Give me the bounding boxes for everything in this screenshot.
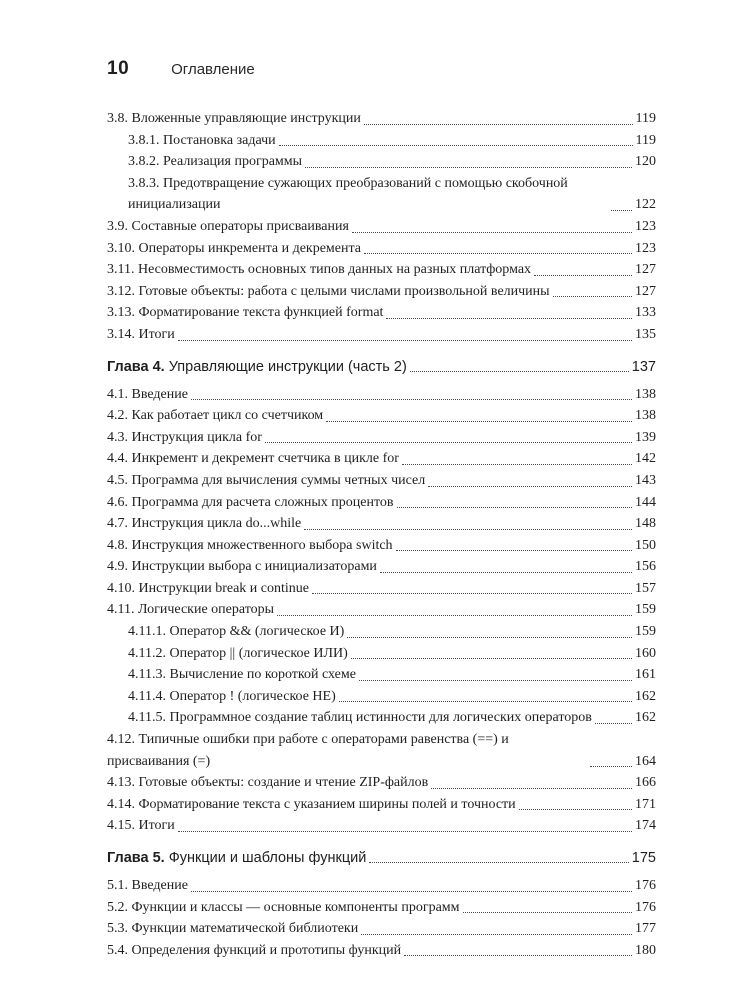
dot-leader <box>595 723 632 724</box>
toc-page-number: 137 <box>631 358 656 375</box>
toc-entry <box>107 405 656 427</box>
toc-page-number: 175 <box>631 850 656 866</box>
toc-entry-title: 4.5. Программа для вычисления суммы четных чисел <box>107 472 426 488</box>
dot-leader <box>519 809 632 810</box>
dot-leader <box>396 550 632 551</box>
toc-entry <box>107 875 656 897</box>
toc-entry <box>107 448 656 470</box>
toc-chapter-name: Управляющие инструкции (часть 2) <box>168 358 407 375</box>
page-header <box>107 58 255 80</box>
toc-entry-title: 4.11. Логические операторы <box>107 602 275 618</box>
dot-leader <box>191 891 632 892</box>
dot-leader <box>352 232 632 233</box>
toc-entry <box>107 513 656 535</box>
toc-page-number: 176 <box>635 878 656 893</box>
toc-entry <box>107 772 656 794</box>
dot-leader <box>191 399 632 400</box>
table-of-contents <box>107 108 656 961</box>
toc-page-number: 123 <box>635 218 656 234</box>
toc-page-number: 156 <box>635 559 656 575</box>
toc-entry <box>107 384 656 406</box>
toc-entry <box>107 470 656 492</box>
dot-leader <box>364 124 633 125</box>
toc-entry-title: 3.10. Операторы инкремента и декремента <box>107 240 361 256</box>
dot-leader <box>326 421 632 422</box>
toc-entry-title: 5.1. Введение <box>107 878 188 893</box>
toc-entry-title: 3.13. Форматирование текста функцией format <box>107 305 384 321</box>
toc-page-number: 159 <box>635 624 656 640</box>
toc-entry-title: 5.3. Функции математической библиотеки <box>107 921 359 937</box>
page-number: 10 <box>107 58 130 79</box>
toc-page-number: 127 <box>635 262 656 278</box>
toc-chapter-entry <box>107 847 656 869</box>
toc-entry-title: 4.8. Инструкция множественного выбора switch <box>107 537 393 553</box>
toc-entry <box>107 216 656 238</box>
toc-entry <box>107 918 656 940</box>
dot-leader <box>611 210 632 211</box>
dot-leader <box>397 507 632 508</box>
toc-entry-title: 5.2. Функции и классы — основные компоненты программ <box>107 899 460 915</box>
dot-leader <box>463 912 632 913</box>
toc-entry <box>107 130 656 152</box>
toc-page-number: 157 <box>635 580 656 596</box>
toc-page-number: 133 <box>635 305 656 321</box>
dot-leader <box>312 593 632 594</box>
toc-chapter-label: Глава 4. <box>107 358 165 375</box>
dot-leader <box>351 658 632 659</box>
toc-page-number: 180 <box>635 942 656 958</box>
toc-entry <box>107 815 656 837</box>
toc-entry-title: 4.11.3. Вычисление по короткой схеме <box>128 667 356 683</box>
dot-leader <box>339 701 632 702</box>
dot-leader <box>305 167 632 168</box>
toc-entry <box>107 794 656 816</box>
dot-leader <box>265 442 632 443</box>
dot-leader <box>359 680 632 681</box>
dot-leader <box>380 572 632 573</box>
toc-entry <box>107 556 656 578</box>
toc-entry-title: 5.4. Определения функций и прототипы функций <box>107 942 402 958</box>
toc-entry <box>107 535 656 557</box>
toc-entry-title: 4.14. Форматирование текста с указанием ширины полей и точности <box>107 796 516 812</box>
toc-page-number: 164 <box>635 753 656 769</box>
dot-leader <box>364 253 632 254</box>
dot-leader <box>553 296 632 297</box>
toc-page-number: 143 <box>635 472 656 488</box>
dot-leader <box>277 615 632 616</box>
toc-entry <box>107 492 656 514</box>
dot-leader <box>304 529 632 530</box>
toc-entry <box>107 108 656 130</box>
toc-entry <box>107 940 656 962</box>
dot-leader <box>178 340 632 341</box>
toc-entry <box>107 621 656 643</box>
toc-entry-title: 3.14. Итоги <box>107 326 175 342</box>
toc-entry-title: 4.10. Инструкции break и continue <box>107 580 309 596</box>
toc-entry-title: 4.11.1. Оператор && (логическое И) <box>128 624 345 640</box>
toc-chapter-title <box>107 847 366 869</box>
dot-leader <box>279 145 633 146</box>
toc-page-number: 138 <box>635 386 656 402</box>
running-title: Оглавление <box>171 61 255 78</box>
toc-page-number: 171 <box>635 796 656 812</box>
toc-entry-title: 3.11. Несовместимость основных типов данных на разных платформах <box>107 262 532 278</box>
toc-page-number: 139 <box>635 429 656 445</box>
toc-entry <box>107 324 656 346</box>
toc-entry <box>107 686 656 708</box>
toc-entry-title: 4.2. Как работает цикл со счетчиком <box>107 408 324 424</box>
toc-page-number: 138 <box>635 408 656 424</box>
toc-page-number: 119 <box>635 132 656 148</box>
toc-entry-title: 4.9. Инструкции выбора с инициализаторами <box>107 559 377 575</box>
dot-leader <box>534 275 632 276</box>
toc-page-number: 150 <box>635 537 656 553</box>
toc-entry-title: 4.12. Типичные ошибки при работе с операторами равенства (==) и присваивания (=) <box>107 732 509 769</box>
toc-entry-title: 3.8. Вложенные управляющие инструкции <box>107 111 361 126</box>
toc-chapter-label: Глава 5. <box>107 850 165 866</box>
toc-entry <box>107 173 656 216</box>
toc-entry-title: 3.8.3. Предотвращение сужающих преобразований с помощью скобочной инициализации <box>128 175 568 213</box>
toc-page-number: 162 <box>635 710 656 726</box>
toc-entry <box>107 259 656 281</box>
dot-leader <box>178 831 632 832</box>
toc-entry-title: 4.1. Введение <box>107 386 188 402</box>
toc-entry-title: 4.11.2. Оператор || (логическое ИЛИ) <box>128 645 348 661</box>
toc-page-number: 144 <box>635 494 656 510</box>
toc-page-number: 148 <box>635 516 656 532</box>
toc-entry-title: 3.9. Составные операторы присваивания <box>107 218 349 234</box>
toc-page-number: 123 <box>635 240 656 256</box>
toc-entry <box>107 151 656 173</box>
toc-entry-title: 4.6. Программа для расчета сложных процентов <box>107 494 394 510</box>
dot-leader <box>402 464 632 465</box>
toc-page-number: 135 <box>635 326 656 342</box>
dot-leader <box>431 788 632 789</box>
toc-page-number: 174 <box>635 818 656 834</box>
toc-page-number: 127 <box>635 283 656 299</box>
toc-page-number: 119 <box>635 111 656 126</box>
toc-entry-title: 4.15. Итоги <box>107 818 175 834</box>
dot-leader <box>386 318 632 319</box>
toc-entry-title: 4.11.5. Программное создание таблиц истинности для логических операторов <box>128 710 592 726</box>
toc-page-number: 177 <box>635 921 656 937</box>
toc-entry-title: 3.8.1. Постановка задачи <box>128 132 276 148</box>
toc-page-number: 142 <box>635 451 656 467</box>
toc-entry <box>107 897 656 919</box>
toc-entry <box>107 643 656 665</box>
dot-leader <box>590 766 632 767</box>
toc-entry-title: 4.4. Инкремент и декремент счетчика в цикле for <box>107 451 399 467</box>
toc-page-number: 166 <box>635 775 656 791</box>
toc-page-number: 162 <box>635 688 656 704</box>
toc-entry <box>107 281 656 303</box>
toc-page-number: 120 <box>635 154 656 170</box>
dot-leader <box>428 486 632 487</box>
dot-leader <box>369 862 628 863</box>
toc-entry <box>107 302 656 324</box>
toc-chapter-title <box>107 356 407 378</box>
toc-page-number: 176 <box>635 899 656 915</box>
toc-entry <box>107 729 656 772</box>
toc-entry <box>107 427 656 449</box>
toc-entry <box>107 238 656 260</box>
toc-page-number: 160 <box>635 645 656 661</box>
toc-page-number: 159 <box>635 602 656 618</box>
toc-chapter-entry <box>107 356 656 378</box>
toc-entry-title: 4.11.4. Оператор ! (логическое НЕ) <box>128 688 336 704</box>
toc-page-number: 122 <box>635 197 656 213</box>
toc-entry <box>107 707 656 729</box>
toc-entry <box>107 599 656 621</box>
toc-entry <box>107 578 656 600</box>
toc-entry-title: 4.7. Инструкция цикла do...while <box>107 516 302 532</box>
toc-entry-title: 3.12. Готовые объекты: работа с целыми числами произвольной величины <box>107 283 550 299</box>
toc-entry <box>107 664 656 686</box>
dot-leader <box>347 637 632 638</box>
dot-leader <box>361 934 632 935</box>
toc-page-number: 161 <box>635 667 656 683</box>
toc-entry-title: 4.13. Готовые объекты: создание и чтение ZIP-файлов <box>107 775 429 791</box>
toc-entry-title: 4.3. Инструкция цикла for <box>107 429 262 445</box>
toc-entry-title: 3.8.2. Реализация программы <box>128 154 303 170</box>
dot-leader <box>410 371 629 372</box>
dot-leader <box>404 955 632 956</box>
toc-chapter-name: Функции и шаблоны функций <box>168 850 367 866</box>
